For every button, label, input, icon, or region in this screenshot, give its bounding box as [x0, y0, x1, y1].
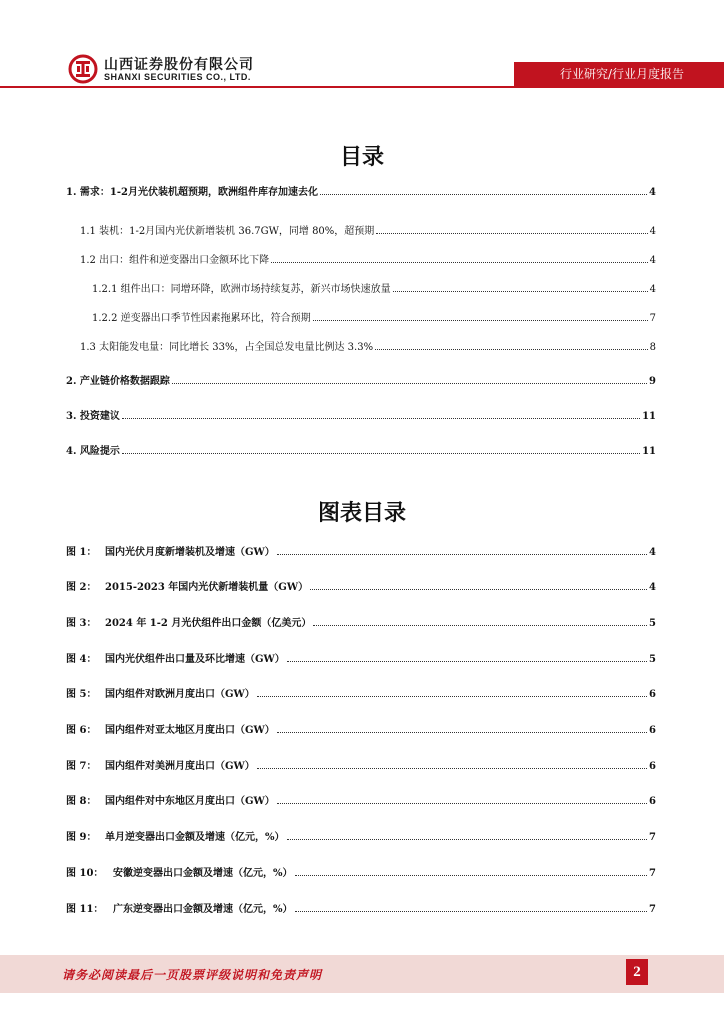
figure-number: 图 6：: [66, 725, 97, 736]
company-name-en: SHANXI SECURITIES CO., LTD.: [104, 72, 251, 82]
toc-entry-label: 2. 产业链价格数据跟踪: [66, 376, 170, 387]
figure-entry[interactable]: [66, 649, 656, 665]
toc-entry[interactable]: [80, 337, 656, 353]
report-type-badge: 行业研究/行业月度报告: [514, 62, 724, 86]
figure-page: 7: [649, 904, 656, 915]
figure-number: 图 2：: [66, 582, 97, 593]
toc-entry-page: 11: [642, 446, 656, 457]
dot-leader: [122, 453, 640, 454]
figure-entry[interactable]: [66, 684, 656, 700]
dot-leader: [172, 383, 647, 384]
figure-number: 图 8：: [66, 796, 97, 807]
figure-entry[interactable]: [66, 542, 656, 558]
figure-page: 5: [649, 618, 656, 629]
figure-label: 单月逆变器出口金额及增速（亿元，%）: [105, 832, 285, 843]
figure-page: 5: [649, 654, 656, 665]
dot-leader: [287, 661, 647, 662]
figures-title: 图表目录: [317, 501, 406, 526]
dot-leader: [257, 768, 647, 769]
figure-label: 广东逆变器出口金额及增速（亿元，%）: [113, 904, 293, 915]
header-divider: [0, 86, 724, 88]
dot-leader: [320, 194, 647, 195]
figure-entry[interactable]: [66, 791, 656, 807]
figure-label: 国内组件对美洲月度出口（GW）: [105, 761, 255, 772]
page-header: [0, 0, 724, 92]
figure-number: 图 1：: [66, 547, 97, 558]
figure-label: 安徽逆变器出口金额及增速（亿元，%）: [113, 868, 293, 879]
dot-leader: [313, 625, 647, 626]
toc-entry[interactable]: [92, 279, 656, 295]
figure-page: 6: [649, 689, 656, 700]
dot-leader: [122, 418, 640, 419]
footer-disclaimer: 请务必阅读最后一页股票评级说明和免责声明: [62, 968, 323, 982]
dot-leader: [277, 554, 647, 555]
figure-entry[interactable]: [66, 827, 656, 843]
toc-entry-label: 4. 风险提示: [66, 446, 120, 457]
toc-entry-label: 1.3 太阳能发电量：同比增长 33%，占全国总发电量比例达 3.3%: [80, 342, 374, 353]
dot-leader: [313, 320, 648, 321]
toc-entry-page: 8: [649, 342, 656, 353]
figure-page: 6: [649, 761, 656, 772]
toc-entry[interactable]: [80, 250, 656, 266]
toc-entry-page: 4: [649, 226, 656, 237]
figure-entry[interactable]: [66, 613, 656, 629]
toc-title: 目录: [339, 145, 384, 170]
toc-entry[interactable]: [66, 441, 656, 457]
toc-entry-page: 4: [649, 284, 656, 295]
toc-entry-label: 1. 需求：1-2月光伏装机超预期，欧洲组件库存加速去化: [66, 187, 318, 198]
figure-label: 2015-2023 年国内光伏新增装机量（GW）: [105, 582, 309, 593]
figure-label: 国内组件对欧洲月度出口（GW）: [105, 689, 255, 700]
figure-number: 图 10：: [66, 868, 104, 879]
dot-leader: [277, 803, 647, 804]
dot-leader: [277, 732, 647, 733]
dot-leader: [287, 839, 648, 840]
figure-label: 2024 年 1-2 月光伏组件出口金额（亿美元）: [105, 618, 312, 629]
toc-entry-page: 4: [649, 255, 656, 266]
figure-page: 4: [649, 582, 656, 593]
figure-entry[interactable]: [66, 863, 656, 879]
dot-leader: [393, 291, 648, 292]
figure-number: 图 5：: [66, 689, 97, 700]
toc-entry[interactable]: [66, 182, 656, 198]
figure-number: 图 3：: [66, 618, 97, 629]
figure-page: 4: [649, 547, 656, 558]
dot-leader: [295, 911, 648, 912]
toc-entry-page: 11: [642, 411, 656, 422]
figure-label: 国内组件对中东地区月度出口（GW）: [105, 796, 275, 807]
figure-label: 国内组件对亚太地区月度出口（GW）: [105, 725, 275, 736]
dot-leader: [310, 589, 647, 590]
toc-entry[interactable]: [66, 406, 656, 422]
company-name-cn: 山西证券股份有限公司: [104, 57, 254, 73]
dot-leader: [271, 262, 648, 263]
toc-entry-page: 4: [649, 187, 656, 198]
toc-entry-page: 9: [649, 376, 656, 387]
figure-label: 国内光伏月度新增装机及增速（GW）: [105, 547, 275, 558]
toc-entry-label: 1.2 出口：组件和逆变器出口金额环比下降: [80, 255, 270, 266]
toc-entry-label: 1.2.1 组件出口：同增环降，欧洲市场持续复苏，新兴市场快速放量: [92, 284, 391, 295]
figure-number: 图 9：: [66, 832, 97, 843]
page-number: 2: [626, 959, 648, 985]
dot-leader: [257, 696, 647, 697]
figure-number: 图 7：: [66, 761, 97, 772]
toc-entry[interactable]: [80, 221, 656, 237]
figure-page: 6: [649, 796, 656, 807]
toc-entry-label: 1.2.2 逆变器出口季节性因素拖累环比，符合预期: [92, 313, 311, 324]
toc-entry-label: 3. 投资建议: [66, 411, 120, 422]
toc-entry[interactable]: [92, 308, 656, 324]
figure-entry[interactable]: [66, 899, 656, 915]
toc-entry-label: 1.1 装机：1-2月国内光伏新增装机 36.7GW，同增 80%，超预期: [80, 226, 375, 237]
figure-page: 7: [649, 832, 656, 843]
toc-entry-page: 7: [649, 313, 656, 324]
figure-label: 国内光伏组件出口量及环比增速（GW）: [105, 654, 285, 665]
dot-leader: [375, 349, 648, 350]
figure-number: 图 4：: [66, 654, 97, 665]
figure-page: 7: [649, 868, 656, 879]
shanxi-securities-logo-icon: [68, 54, 98, 84]
toc-entry[interactable]: [66, 371, 656, 387]
figure-number: 图 11：: [66, 904, 104, 915]
figure-entry[interactable]: [66, 720, 656, 736]
dot-leader: [376, 233, 647, 234]
dot-leader: [295, 875, 648, 876]
figure-entry[interactable]: [66, 577, 656, 593]
figure-page: 6: [649, 725, 656, 736]
figure-entry[interactable]: [66, 756, 656, 772]
